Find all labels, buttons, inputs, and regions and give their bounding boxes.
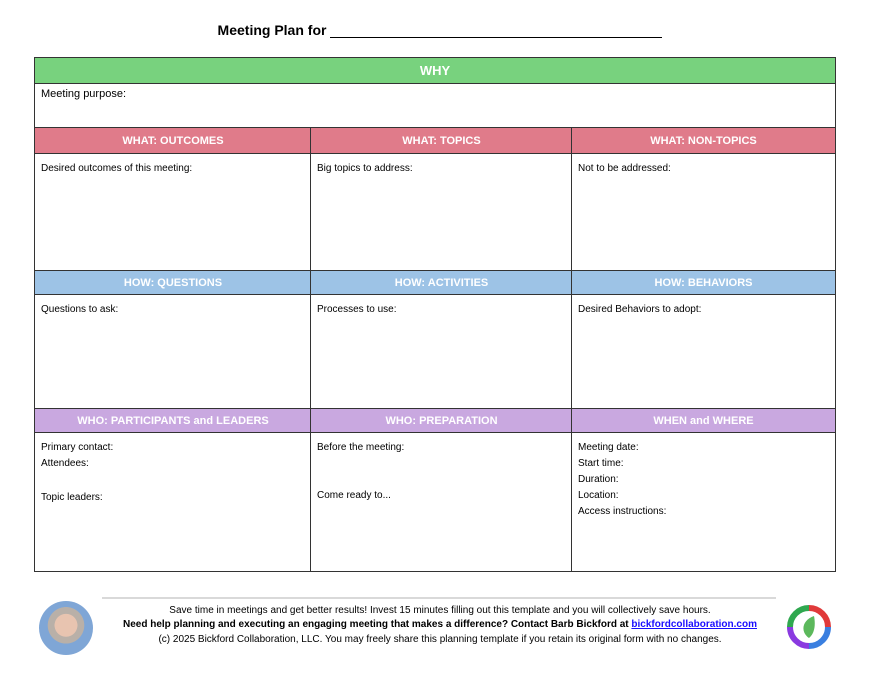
meeting-purpose-field[interactable]	[35, 84, 835, 128]
come-ready-label: Come ready to...	[317, 490, 391, 501]
page-title	[0, 22, 880, 38]
behaviors-field[interactable]	[572, 295, 835, 409]
footer-divider	[102, 597, 776, 599]
company-logo-icon	[786, 604, 832, 650]
why-header: WHY	[35, 58, 835, 84]
duration-label: Duration:	[578, 474, 619, 485]
questions-field[interactable]	[35, 295, 311, 409]
processes-field[interactable]	[311, 295, 572, 409]
start-time-label: Start time:	[578, 458, 624, 469]
access-instructions-label: Access instructions:	[578, 506, 667, 517]
website-link[interactable]: bickfordcollaboration.com	[631, 619, 757, 630]
outcomes-field[interactable]	[35, 154, 311, 271]
meeting-date-label: Meeting date:	[578, 442, 639, 453]
meeting-name-blank[interactable]	[330, 23, 662, 38]
prompt: Processes to use:	[317, 304, 397, 315]
attendees-label: Attendees:	[41, 458, 89, 469]
column-divider	[571, 128, 572, 571]
purpose-label: Meeting purpose:	[41, 88, 126, 100]
location-label: Location:	[578, 490, 619, 501]
footer-line-2	[0, 619, 880, 630]
who-participants-header: WHO: PARTICIPANTS and LEADERS	[35, 409, 311, 433]
preparation-field[interactable]	[311, 433, 572, 571]
when-where-field[interactable]	[572, 433, 835, 571]
prompt: Questions to ask:	[41, 304, 119, 315]
how-questions-header: HOW: QUESTIONS	[35, 271, 311, 295]
prompt: Desired Behaviors to adopt:	[578, 304, 702, 315]
who-preparation-header: WHO: PREPARATION	[311, 409, 572, 433]
prompt: Big topics to address:	[317, 163, 413, 174]
footer-line-1: Save time in meetings and get better results! Invest 15 minutes filling out this template and you will collectively save hours.	[169, 605, 711, 616]
topic-leaders-label: Topic leaders:	[41, 492, 103, 503]
meeting-plan-grid	[34, 57, 836, 572]
how-behaviors-header: HOW: BEHAVIORS	[572, 271, 835, 295]
footer-contact-text: Need help planning and executing an engaging meeting that makes a difference? Contact Barb Bickford at	[122, 619, 629, 630]
what-topics-header: WHAT: TOPICS	[311, 128, 572, 154]
prompt: Not to be addressed:	[578, 163, 671, 174]
footer-copyright: (c) 2025 Bickford Collaboration, LLC. You may freely share this planning template if you retain its original form with no changes.	[158, 634, 722, 645]
column-divider	[310, 128, 311, 571]
primary-contact-label: Primary contact:	[41, 442, 114, 453]
what-non-topics-header: WHAT: NON-TOPICS	[572, 128, 835, 154]
how-activities-header: HOW: ACTIVITIES	[311, 271, 572, 295]
when-where-header: WHEN and WHERE	[572, 409, 835, 433]
participants-field[interactable]	[35, 433, 311, 571]
topics-field[interactable]	[311, 154, 572, 271]
non-topics-field[interactable]	[572, 154, 835, 271]
prompt: Desired outcomes of this meeting:	[41, 163, 193, 174]
before-meeting-label: Before the meeting:	[317, 442, 405, 453]
title-text: Meeting Plan for	[217, 22, 327, 38]
what-outcomes-header: WHAT: OUTCOMES	[35, 128, 311, 154]
